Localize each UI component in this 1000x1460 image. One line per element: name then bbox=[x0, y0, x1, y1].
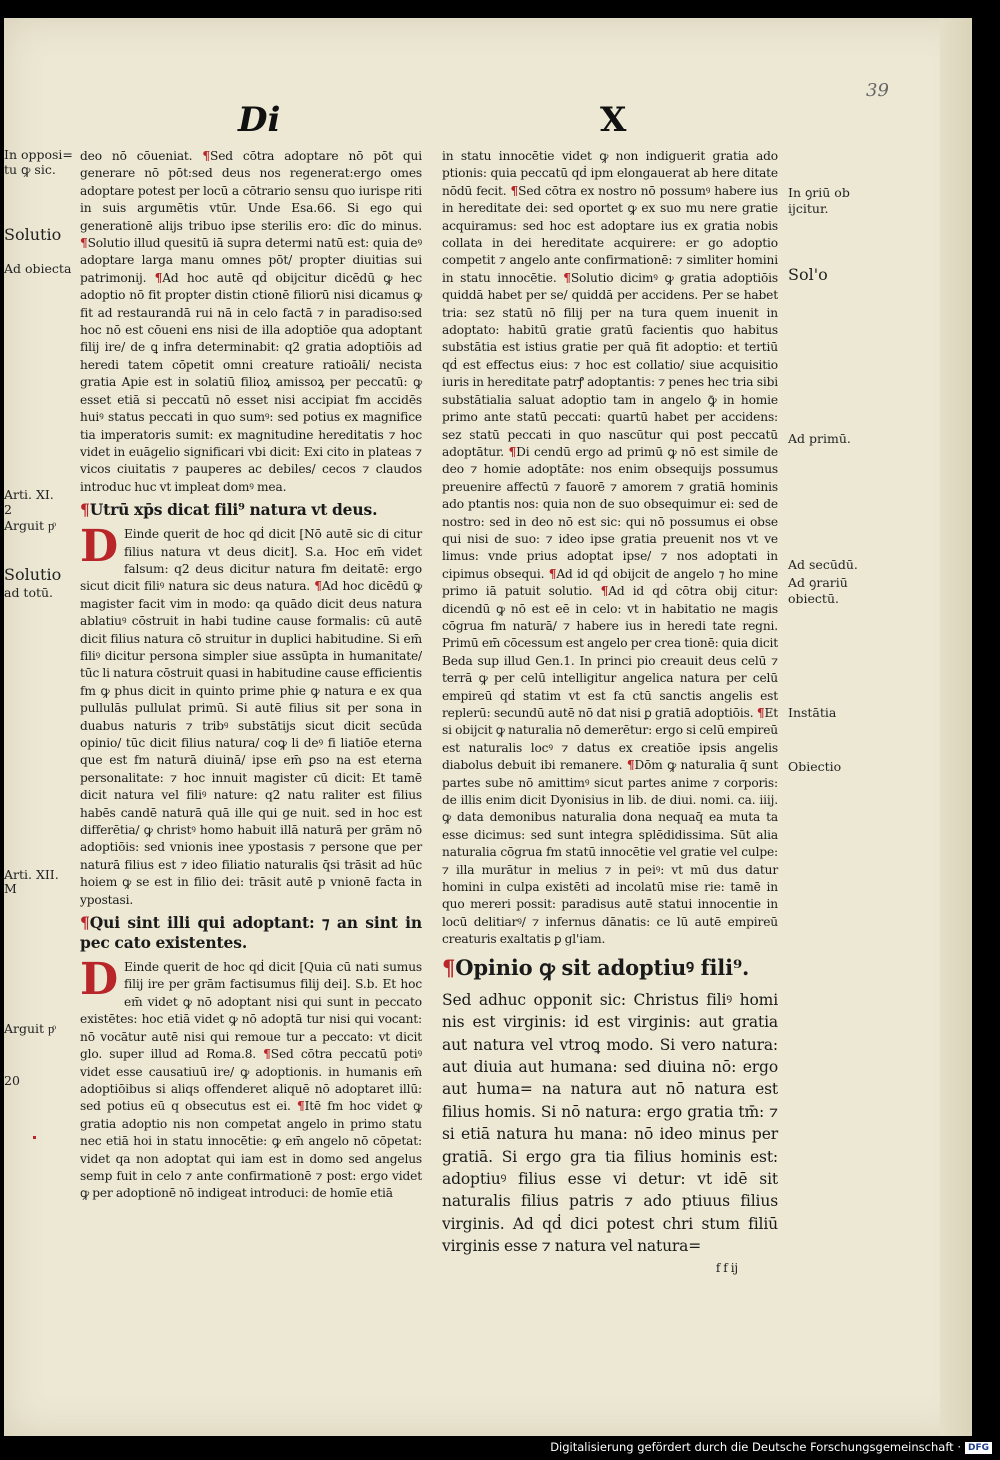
article-heading: ¶Utrū xp̄s dicat fili⁹ natura vt deus. bbox=[80, 500, 378, 520]
paragraph: Sed adhuc opponit sic: Christus filiꝰ homi nis est virginis: id est virginis: aut gratia aut natura vel vtroꝗ modo. Si vero natura: aut diuia aut humana: sed diuina nō: ergo aut huma= na natura aut nō natura est filius homis. Si nō natura: ergo gratia tm̄: ⁊ si etiā natura hu mana: nō ideo minus per gratiā. Si ergo gra tia filius hominis est: adoptiuꝰ filius esse vi detur: vt idē sit naturalis filius patris ⁊ ado ptiuus filius virginis. Ad qḋ dici potest chri stum filiū virginis esse ⁊ natura vel natura= bbox=[442, 990, 778, 1256]
margin-note: 2 bbox=[4, 502, 12, 517]
pilcrow-icon: ¶ bbox=[154, 270, 163, 285]
pilcrow-icon: ¶ bbox=[80, 236, 88, 251]
pilcrow-icon: ¶ bbox=[314, 579, 322, 594]
pilcrow-icon: ¶ bbox=[563, 270, 571, 285]
margin-note: In ꝯriū ob bbox=[788, 185, 850, 200]
margin-note: ad totū. bbox=[4, 585, 54, 600]
left-text-column bbox=[80, 148, 422, 1203]
margin-note: Arguit pͦ bbox=[4, 1021, 55, 1036]
pilcrow-icon: ¶ bbox=[296, 1099, 305, 1114]
margin-note: Ad ꝯrariū bbox=[788, 575, 848, 590]
paragraph: in statu innocētie videt ꝙ non indiguerit gratia ado ptionis: quia peccatū qḋ ipm elongauerat ab here ditate nōdū fecit. ¶Sed cōtra ex nostro nō possumꝰ habere ius in hereditate dei: sed oportet ꝙ ex suo mu nere gratie acquiramus: sed hoc est adoptare ius ex gratia nobis collata in dei hereditate acquirere: er go adoptio competit ⁊ angelo ante confirmationē: ⁊ simliter homini in statu innocētie. ¶Solutio dicimꝰ ꝙ gratia adoptiōis quiddā habet per se/ quiddā per accidens. Per se habet tria: sez statū nō filij per na tura quem inuenit in adoptato: habitū gratie gratū facientis quo habitus substātia est istius gratie per quā fit adoptio: et tertiū qḋ est effectus eius: ⁊ hoc est collatio/ siue acquisitio iuris in hereditate patrꝭ adoptantis: ⁊ penes hec tria sibi substātialia saluat adoptio tam in angelo ꝙ̄ in homie primo ante statū peccati: quartū habet per accidens: sez statū peccati in quo nascūtur qui post peccatū adoptātur. ¶Di cendū ergo ad primū ꝙ nō est simile de deo ⁊ homie adoptāte: nos enim obsequijs possumus preuenire affectū ⁊ fauorē ⁊ amorem ⁊ gratiā hominis ado ptantis nos: quia non de suo obsequimur ei: sed de nostro: sed in deo nō est sic: qui nō possumus ei obse qui nisi de suo: ⁊ ideo ipse gratia preuenit nos vt ve limus: vnde prius adoptat ipse/ ⁊ nos adoptati in cipimus obsequi. ¶Ad id qḋ obijcit de angelo ⁊ ho mine primo iā patuit solutio. ¶Ad id qḋ cōtra obij citur: dicendū ꝙ nō est eē in celo: vt in habitatio ne magis cōgrua fm naturā/ ⁊ habere ius in heredi tate regni. Primū em̄ cōcessum est angelo per crea tionē: quia dicit Beda sup illud Gen.1. In princi pio creauit deus celū ⁊ terrā ꝙ per celū intelligitur angelica natura per celū empireū qḋ statim vt est fa ctū sanctis angelis est replerū: secundū autē nō dat nisi ꝑ gratiā adoptiōis. ¶Et si obijcit ꝙ naturalia nō demerētur: ergo si celū empireū est naturalis locꝰ ⁊ datus ex creatiōe ipsis angelis diabolus debuit ibi remanere. ¶Dōm ꝙ naturalia q̄ sunt partes sube nō amittimꝰ sicut partes anime ⁊ corporis: de illis enim dicit Dyonisius in lib. de diui. nomi. ca. iiij. ꝙ data demonibus naturalia dona nequaq̄ ea muta ta esse dicimus: sed sunt integra splēdidissima. Sūt alia naturalia cōgrua fm statū innocētie vel gratie vel culpe: ⁊ illa murātur in melius ⁊ in peiꝰ: vt mū dus datur homini in culpa existēti ad incolatū mise rie: tamē in quo mereri possit: paradisus autē statui innocentie in locū delitiarꝰ/ ⁊ infernus dānatis: ce lū autē empireū creaturis exaltatis ꝑ gl'iam. bbox=[442, 149, 779, 947]
pilcrow-icon: ¶ bbox=[626, 758, 635, 773]
margin-note: obiectū. bbox=[788, 591, 839, 606]
pilcrow-icon: ¶ bbox=[508, 444, 517, 459]
margin-note: Arti. XI. bbox=[4, 487, 54, 502]
pilcrow-icon: ¶ bbox=[442, 954, 456, 980]
pilcrow-icon: ¶ bbox=[202, 149, 210, 163]
margin-note: Ad obiecta bbox=[4, 261, 72, 276]
footer-text: Digitalisierung gefördert durch die Deutsche Forschungsgemeinschaft · bbox=[550, 1440, 961, 1454]
dfg-logo-icon: DFG bbox=[965, 1442, 992, 1454]
margin-note: ijcitur. bbox=[788, 201, 829, 216]
folio-number: 39 bbox=[866, 80, 889, 101]
margin-note: Solutio bbox=[4, 225, 62, 244]
pilcrow-icon: ¶ bbox=[510, 183, 519, 198]
margin-note: Ad secūdū. bbox=[788, 557, 858, 572]
margin-note: Obiectio bbox=[788, 759, 842, 774]
paragraph: D Einde querit de hoc qḋ dicit [Nō autē sic di citur filius natura vt deus dicit]. S.a. Hoc em̄ videt falsum: q2 deus dicitur natura fm deitatē: ergo sicut dicit filiꝰ natura sic deus natura. ¶Ad hoc dicēdū ꝙ magister facit vim in modo: qa quādo dicit deus natura ablatiuꝰ cōstruit in habi tudine cause formalis: cū autē dicit filius natura cō struitur in duplici habitudine. Si em̄ filiꝰ dicitur persona simpler siue assūpta in humanitate/ tūc li natura cōstruit quasi in habitudine cause efficientis fm ꝙ phus dicit in quinto prime phie ꝙ natura e ex qua pullulās pullulat primū. Si autē filius sit per sona in duabus naturis ⁊ tribꝰ substātijs sicut dicit secūda opinio/ tūc dicit filius natura/ coꝙ li deꝰ fi liatiōe eterna que est fm naturā diuinā/ ipse em̄ ꝑso na est eterna personalitate: ⁊ hoc innuit magister cū dicit: Et tamē dicit natura vel filiꝰ nature: q2 natu raliter est filius habēs candē naturā quā ille qui ge nuit. sed in hoc est differētia/ ꝙ christꝰ homo habuit illā naturā per grām nō adoptiōis: sed vnionis inee ypostasis ⁊ persone que per naturā filius est ⁊ ideo filiatio naturalis q̄si trāsit ad hūc hoiem ꝙ se est in filio dei: trāsit autē p vnionē facta in ypostasi. bbox=[80, 521, 422, 907]
pilcrow-icon: ¶ bbox=[548, 566, 557, 581]
initial-d-icon: D bbox=[80, 521, 119, 573]
right-text-column bbox=[442, 148, 778, 1277]
footer-credit bbox=[550, 1440, 992, 1454]
pilcrow-icon: ¶ bbox=[263, 1047, 271, 1062]
red-ink-mark bbox=[33, 1136, 36, 1139]
paragraph: D Einde querit de hoc qḋ dicit [Quia cū nati sumus filij ire per grām factisumus filij dei]. S.b. Et hoc em̄ videt ꝙ nō adoptant nisi qui sunt in peccato existētes: hoc etiā videt ꝙ nō adoptā tur nisi qui vocant: nō vocātur autē nisi qui remoue tur a peccato: vt dicit glo. super illud ad Roma.8. ¶Sed cōtra peccatū potiꝰ videt esse causatiuū ire/ ꝙ adoptionis. in humanis em̄ adoptiōibus si aliqs offenderet aliquē nō adoptaret illū: sed potius eū q obsecutus est ei. ¶Itē fm hoc videt ꝙ gratia adoptio nis non competat angelo in primo statu nec etiā hoi in statu innocētie: ꝙ em̄ angelo nō cōpetat: videt qa non adoptat qui iam est in domo sed angelus semp fuit in celo ⁊ ante confirmationē ⁊ post: ergo videt ꝙ per adoptionē nō indigeat introduci: de homīe etiā bbox=[80, 954, 422, 1201]
running-head-right: X bbox=[600, 100, 627, 140]
pilcrow-icon: ¶ bbox=[80, 913, 90, 933]
margin-note: Ad primū. bbox=[788, 431, 851, 446]
article-heading: ¶Qui sint illi qui adoptant: ⁊ an sint in pec cato existentes. bbox=[80, 913, 422, 953]
margin-note: In opposi= bbox=[4, 147, 73, 162]
margin-note: Arguit pͦ bbox=[4, 518, 55, 533]
pilcrow-icon: ¶ bbox=[600, 584, 609, 599]
margin-note: Arti. XII. bbox=[4, 867, 59, 882]
margin-note: 20 bbox=[4, 1073, 20, 1088]
margin-note: M bbox=[4, 881, 17, 896]
paragraph: deo nō cōueniat. ¶Sed cōtra adoptare nō pōt qui generare nō pōt:sed deus nos regenerat:ergo omes adoptare potest per locū a cōtrario sensu quo iurispe riti in suis argumētis vtūr. Unde Esa.66. Si ego qui generationē alijs tribuo ipse sterilis ero: dīc do minus. ¶Solutio illud quesitū iā supra determi natū est: quia deꝰ adoptare larga manu omnes pōt/ propter diuitias sui patrimonij. ¶Ad hoc autē qḋ obijcitur dicēdū ꝙ hec adoptio nō fit propter distin ctionē filiorū nisi dicamus ꝙ fit ad restaurandā rui nā in celo factā ⁊ in paradiso:sed hoc nō est cōueni ens nisi de illa adoptiōe qua adoptant filij ire/ de ꝗ infra determinabit: q2 gratia adoptiōis ad heredi tatem cōpetit omni creature ratioāli/ necista gratia Apie est in solatiū filioꝝ amissoꝝ per peccatū: ꝙ esset etiā si peccatū nō esset nisi accipiat fm accidēs huiꝰ status peccati in quo sumꝰ: sed potius ex magnifice tia imperatoris sumit: ex magnitudine hereditatis ⁊ hoc videt in euāgelio significari vbi dicit: Exi cito in plateas ⁊ vicos ciuitatis ⁊ pauperes ac debiles/ cecos ⁊ claudos introduc huc vt impleat domꝰ mea. bbox=[80, 149, 422, 494]
margin-note: Solutio bbox=[4, 565, 62, 584]
margin-note: Instātia bbox=[788, 705, 837, 720]
page-edge bbox=[940, 18, 972, 1436]
margin-note: Sol'o bbox=[788, 265, 828, 284]
opinion-heading: ¶Opinio ꝙ sit adoptiuꝰ fili⁹. bbox=[442, 954, 750, 980]
signature-mark: f f ij bbox=[715, 1260, 738, 1275]
initial-d-icon: D bbox=[80, 954, 119, 1006]
running-head-left: Di bbox=[238, 100, 281, 140]
pilcrow-icon: ¶ bbox=[80, 500, 90, 520]
margin-note: tu ꝙ sic. bbox=[4, 162, 56, 177]
pilcrow-icon: ¶ bbox=[756, 706, 765, 720]
